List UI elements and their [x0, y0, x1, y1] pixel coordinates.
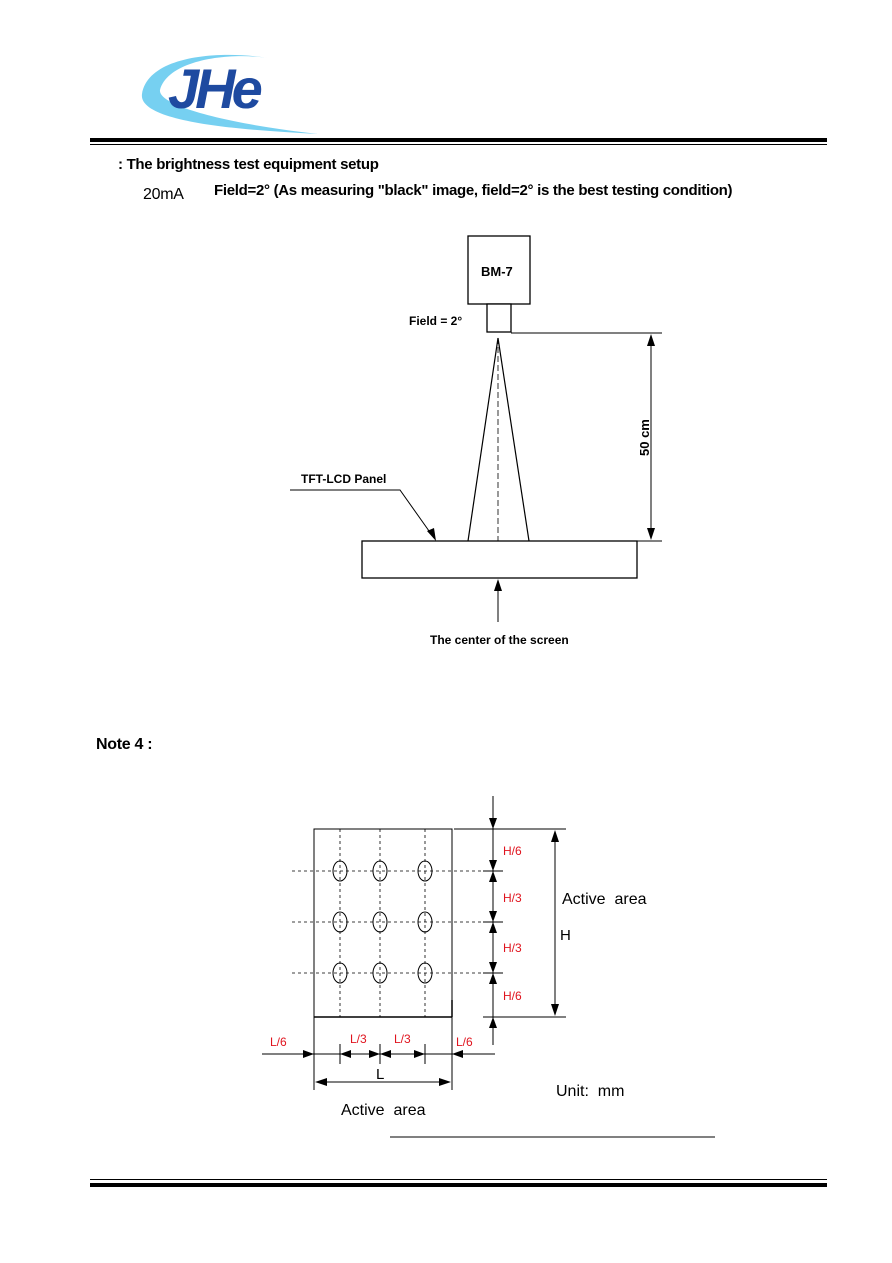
panel-label: TFT-LCD Panel — [301, 472, 387, 486]
bm7-lens — [487, 304, 511, 332]
l-total-label: L — [376, 1066, 385, 1083]
field-angle-label: Field = 2° — [409, 314, 463, 328]
l-arrow — [380, 1050, 391, 1058]
h-arrow — [489, 962, 497, 973]
h-label-4: H/6 — [503, 989, 522, 1003]
h-arrow — [489, 1017, 497, 1028]
l-arrow — [452, 1050, 463, 1058]
h-total-label: H — [560, 927, 571, 944]
footer-rule-thick — [90, 1183, 827, 1187]
h-arrow — [489, 818, 497, 829]
current-value: 20mA — [143, 186, 184, 203]
tft-lcd-panel — [362, 541, 637, 578]
distance-arrow-up — [647, 334, 655, 346]
h-arrow — [489, 911, 497, 922]
active-area-box — [314, 829, 452, 1017]
measurement-grid-diagram — [0, 780, 892, 1170]
h-total-arrow-down — [551, 1004, 559, 1016]
l-label-4: L/6 — [456, 1035, 473, 1049]
h-arrow — [489, 871, 497, 882]
center-label: The center of the screen — [430, 633, 569, 647]
logo-text: JHe — [168, 57, 259, 120]
l-label-3: L/3 — [394, 1032, 411, 1046]
h-total-arrow-up — [551, 830, 559, 842]
distance-arrow-down — [647, 528, 655, 540]
l-label-2: L/3 — [350, 1032, 367, 1046]
h-label-1: H/6 — [503, 844, 522, 858]
active-area-label-right: Active area — [562, 891, 647, 908]
l-arrow — [369, 1050, 380, 1058]
active-area-label-bottom: Active area — [341, 1102, 426, 1119]
l-total-arrow-right — [439, 1078, 451, 1086]
distance-label: 50 cm — [637, 419, 652, 456]
unit-label: Unit: mm — [556, 1083, 625, 1100]
bm7-label: BM-7 — [481, 264, 513, 279]
l-arrow — [303, 1050, 314, 1058]
l-label-1: L/6 — [270, 1035, 287, 1049]
l-arrow — [340, 1050, 351, 1058]
l-total-arrow-left — [315, 1078, 327, 1086]
cone-right-edge — [498, 338, 529, 541]
l-arrow — [414, 1050, 425, 1058]
note-label: Note 4 : — [96, 736, 153, 753]
field-note: Field=2° (As measuring "black" image, field=2° is the best testing condition) — [214, 182, 733, 199]
h-arrow — [489, 922, 497, 933]
center-arrow-head — [494, 579, 502, 591]
footer-rule-thin — [90, 1179, 827, 1180]
cone-left-edge — [468, 338, 498, 541]
h-label-3: H/3 — [503, 941, 522, 955]
h-arrow — [489, 860, 497, 871]
section-title: : The brightness test equipment setup — [118, 156, 379, 173]
h-label-2: H/3 — [503, 891, 522, 905]
panel-leader-line — [290, 490, 434, 538]
h-arrow — [489, 973, 497, 984]
